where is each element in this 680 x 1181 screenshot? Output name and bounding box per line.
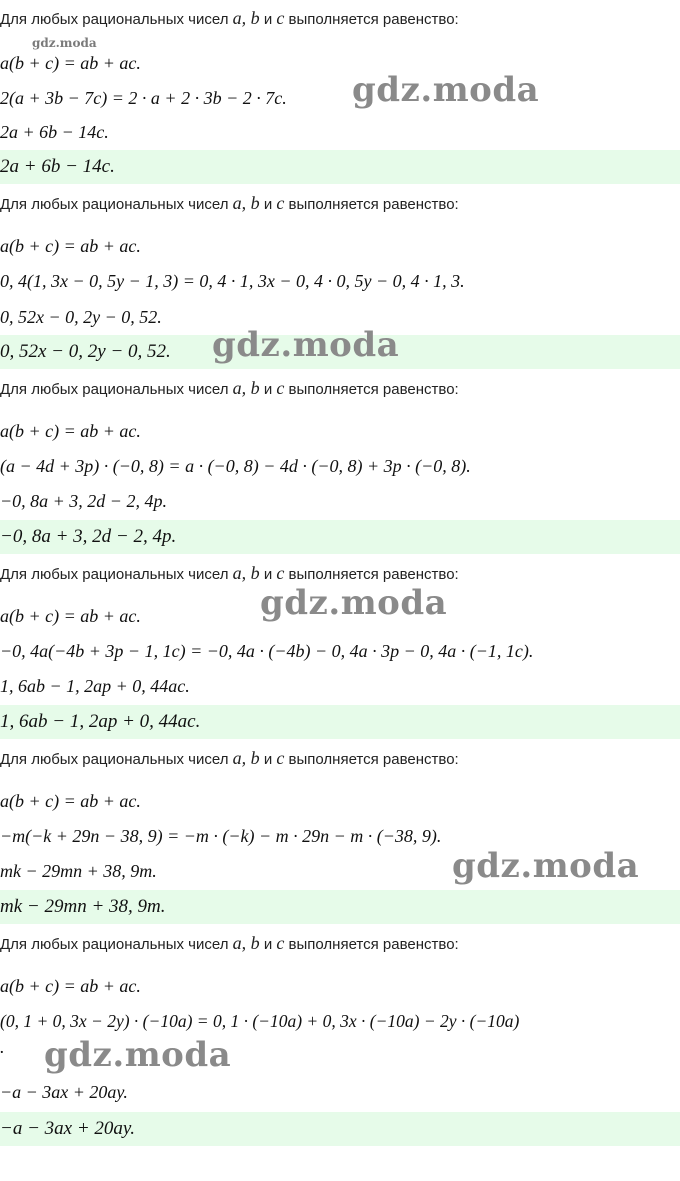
result-line: 2a + 6b − 14c. bbox=[0, 122, 109, 142]
result-line: 0, 52x − 0, 2y − 0, 52. bbox=[0, 307, 162, 327]
solution-block-5 bbox=[0, 740, 680, 925]
expand-line: (0, 1 + 0, 3x − 2y) · (−10a) = 0, 1 · (−10a) + 0, 3x · (−10a) − 2y · (−10a) bbox=[0, 1011, 520, 1031]
intro-text: Для любых рациональных чисел a, b и c выполняется равенство: bbox=[0, 748, 459, 768]
intro-text: Для любых рациональных чисел a, b и c выполняется равенство: bbox=[0, 378, 459, 398]
watermark: gdz.moda bbox=[452, 846, 640, 886]
rule-line: a(b + c) = ab + ac. bbox=[0, 606, 141, 626]
answer-row: mk − 29mn + 38, 9m. bbox=[0, 890, 680, 924]
rule-line: a(b + c) = ab + ac. bbox=[0, 236, 141, 256]
intro-text: Для любых рациональных чисел a, b и c выполняется равенство: bbox=[0, 193, 459, 213]
solution-block-6 bbox=[0, 925, 680, 1155]
result-line: 1, 6ab − 1, 2ap + 0, 44ac. bbox=[0, 676, 190, 696]
intro-text: Для любых рациональных чисел a, b и c выполняется равенство: bbox=[0, 8, 459, 28]
rule-line: a(b + c) = ab + ac. bbox=[0, 976, 141, 996]
watermark: gdz.moda bbox=[44, 1035, 232, 1075]
result-line: mk − 29mn + 38, 9m. bbox=[0, 861, 157, 881]
intro-text: Для любых рациональных чисел a, b и c выполняется равенство: bbox=[0, 933, 459, 953]
answer-row: −0, 8a + 3, 2d − 2, 4p. bbox=[0, 520, 680, 554]
solution-block-1 bbox=[0, 0, 680, 185]
answer-row: −a − 3ax + 20ay. bbox=[0, 1112, 680, 1146]
intro-text: Для любых рациональных чисел a, b и c выполняется равенство: bbox=[0, 563, 459, 583]
watermark: gdz.moda bbox=[260, 583, 448, 623]
watermark: gdz.moda bbox=[212, 325, 400, 365]
answer-row: 1, 6ab − 1, 2ap + 0, 44ac. bbox=[0, 705, 680, 739]
expand-line-tail: . bbox=[0, 1037, 5, 1057]
expand-line: 0, 4(1, 3x − 0, 5y − 1, 3) = 0, 4 · 1, 3x − 0, 4 · 0, 5y − 0, 4 · 1, 3. bbox=[0, 271, 465, 291]
result-line: −a − 3ax + 20ay. bbox=[0, 1082, 128, 1102]
rule-line: a(b + c) = ab + ac. bbox=[0, 791, 141, 811]
expand-line: −0, 4a(−4b + 3p − 1, 1c) = −0, 4a · (−4b) − 0, 4a · 3p − 0, 4a · (−1, 1c). bbox=[0, 641, 534, 661]
rule-line: a(b + c) = ab + ac. bbox=[0, 421, 141, 441]
answer-row: 0, 52x − 0, 2y − 0, 52. bbox=[0, 335, 680, 369]
expand-line: (a − 4d + 3p) · (−0, 8) = a · (−0, 8) − 4d · (−0, 8) + 3p · (−0, 8). bbox=[0, 456, 471, 476]
rule-line: a(b + c) = ab + ac. bbox=[0, 53, 141, 73]
solution-block-3 bbox=[0, 370, 680, 555]
expand-line: −m(−k + 29n − 38, 9) = −m · (−k) − m · 29n − m · (−38, 9). bbox=[0, 826, 442, 846]
answer-row: 2a + 6b − 14c. bbox=[0, 150, 680, 184]
watermark: gdz.moda bbox=[352, 70, 540, 110]
solution-block-4 bbox=[0, 555, 680, 740]
expand-line: 2(a + 3b − 7c) = 2 · a + 2 · 3b − 2 · 7c. bbox=[0, 88, 287, 108]
solution-block-2 bbox=[0, 185, 680, 370]
result-line: −0, 8a + 3, 2d − 2, 4p. bbox=[0, 491, 167, 511]
watermark-small: gdz.moda bbox=[32, 36, 97, 50]
